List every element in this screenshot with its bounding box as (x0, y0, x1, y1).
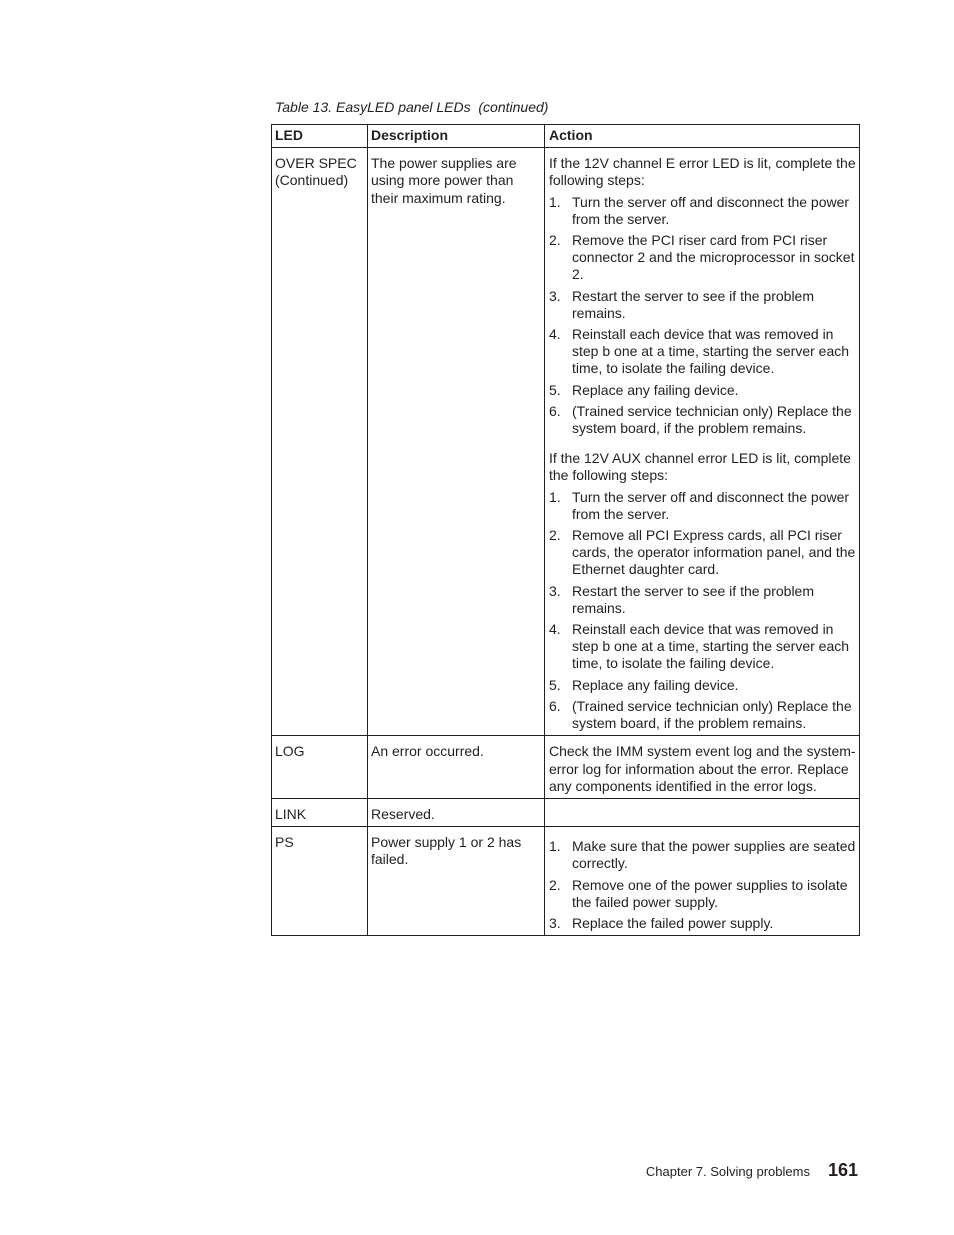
action-cell (545, 827, 860, 936)
list-item (549, 698, 856, 732)
step-number: 3. (549, 914, 561, 931)
step-number: 1. (549, 193, 561, 210)
steps-list-power-supply (549, 838, 856, 932)
steps-list-12v-aux (549, 489, 856, 733)
header-description: Description (368, 125, 545, 148)
list-item (549, 194, 856, 228)
steps-list-12v-channel-e (549, 194, 856, 438)
step-number: 2. (549, 232, 561, 249)
step-text: Remove one of the power supplies to isolate the failed power supply. (572, 876, 848, 910)
step-text: Turn the server off and disconnect the power from the server. (572, 193, 850, 227)
step-number: 2. (549, 527, 561, 544)
table-row-over-spec (272, 148, 860, 736)
step-text: Turn the server off and disconnect the power from the server. (572, 488, 850, 522)
table-row-log (272, 736, 860, 799)
step-text: Remove all PCI Express cards, all PCI riser cards, the operator information panel, and the Ethernet daughter card. (572, 527, 856, 578)
table-header-row (272, 125, 860, 148)
description-cell: Power supply 1 or 2 has failed. (368, 827, 545, 936)
table-caption: Table 13. EasyLED panel LEDs (continued) (275, 99, 549, 115)
list-item (549, 403, 856, 437)
description-cell: An error occurred. (368, 736, 545, 799)
step-text: Reinstall each device that was removed in step b one at a time, starting the server each time, to isolate the failing device. (572, 621, 850, 672)
step-number: 5. (549, 381, 561, 398)
step-text: Restart the server to see if the problem remains. (572, 287, 814, 321)
list-item (549, 677, 856, 694)
step-number: 3. (549, 582, 561, 599)
step-number: 4. (549, 621, 561, 638)
table-row-link (272, 798, 860, 826)
step-number: 3. (549, 287, 561, 304)
step-number: 6. (549, 697, 561, 714)
step-number: 6. (549, 402, 561, 419)
step-text: Reinstall each device that was removed in step b one at a time, starting the server each time, to isolate the failing device. (572, 326, 850, 377)
led-cell: LOG (272, 736, 368, 799)
step-number: 2. (549, 876, 561, 893)
page-footer (646, 1160, 858, 1181)
step-text: Remove the PCI riser card from PCI riser connector 2 and the microprocessor in socket 2. (572, 232, 855, 283)
step-text: Make sure that the power supplies are seated correctly. (572, 838, 856, 872)
list-item (549, 838, 856, 872)
step-text: (Trained service technician only) Replace the system board, if the problem remains. (572, 402, 852, 437)
led-cell: PS (272, 827, 368, 936)
page-number: 161 (827, 1160, 858, 1180)
header-action: Action (545, 125, 860, 148)
description-cell: Reserved. (368, 798, 545, 826)
step-number: 1. (549, 838, 561, 855)
list-item (549, 915, 856, 932)
list-item (549, 583, 856, 617)
action-intro-12v-channel-e: If the 12V channel E error LED is lit, complete the following steps: (549, 155, 856, 189)
table-row-ps (272, 827, 860, 936)
step-number: 4. (549, 326, 561, 343)
step-text: (Trained service technician only) Replace the system board, if the problem remains. (572, 697, 852, 732)
list-item (549, 621, 856, 673)
step-text: Replace the failed power supply. (572, 914, 774, 931)
action-cell (545, 798, 860, 826)
chapter-title: Chapter 7. Solving problems (645, 1164, 810, 1179)
list-item (549, 489, 856, 523)
step-text: Replace any failing device. (572, 381, 739, 398)
easyled-table (271, 124, 860, 936)
list-item (549, 326, 856, 378)
action-cell (545, 148, 860, 736)
list-item (549, 382, 856, 399)
step-text: Restart the server to see if the problem remains. (572, 582, 814, 616)
list-item (549, 288, 856, 322)
action-intro-12v-aux: If the 12V AUX channel error LED is lit, complete the following steps: (549, 450, 851, 484)
step-text: Replace any failing device. (572, 676, 739, 693)
step-number: 5. (549, 676, 561, 693)
description-cell: The power supplies are using more power than their maximum rating. (368, 148, 545, 736)
header-led: LED (272, 125, 368, 148)
list-item (549, 232, 856, 284)
action-cell: Check the IMM system event log and the system-error log for information about the error. Replace any components identified in the error logs. (545, 736, 860, 799)
led-cell: OVER SPEC (Continued) (272, 148, 368, 736)
list-item (549, 527, 856, 579)
step-number: 1. (549, 488, 561, 505)
list-item (549, 877, 856, 911)
led-cell: LINK (272, 798, 368, 826)
